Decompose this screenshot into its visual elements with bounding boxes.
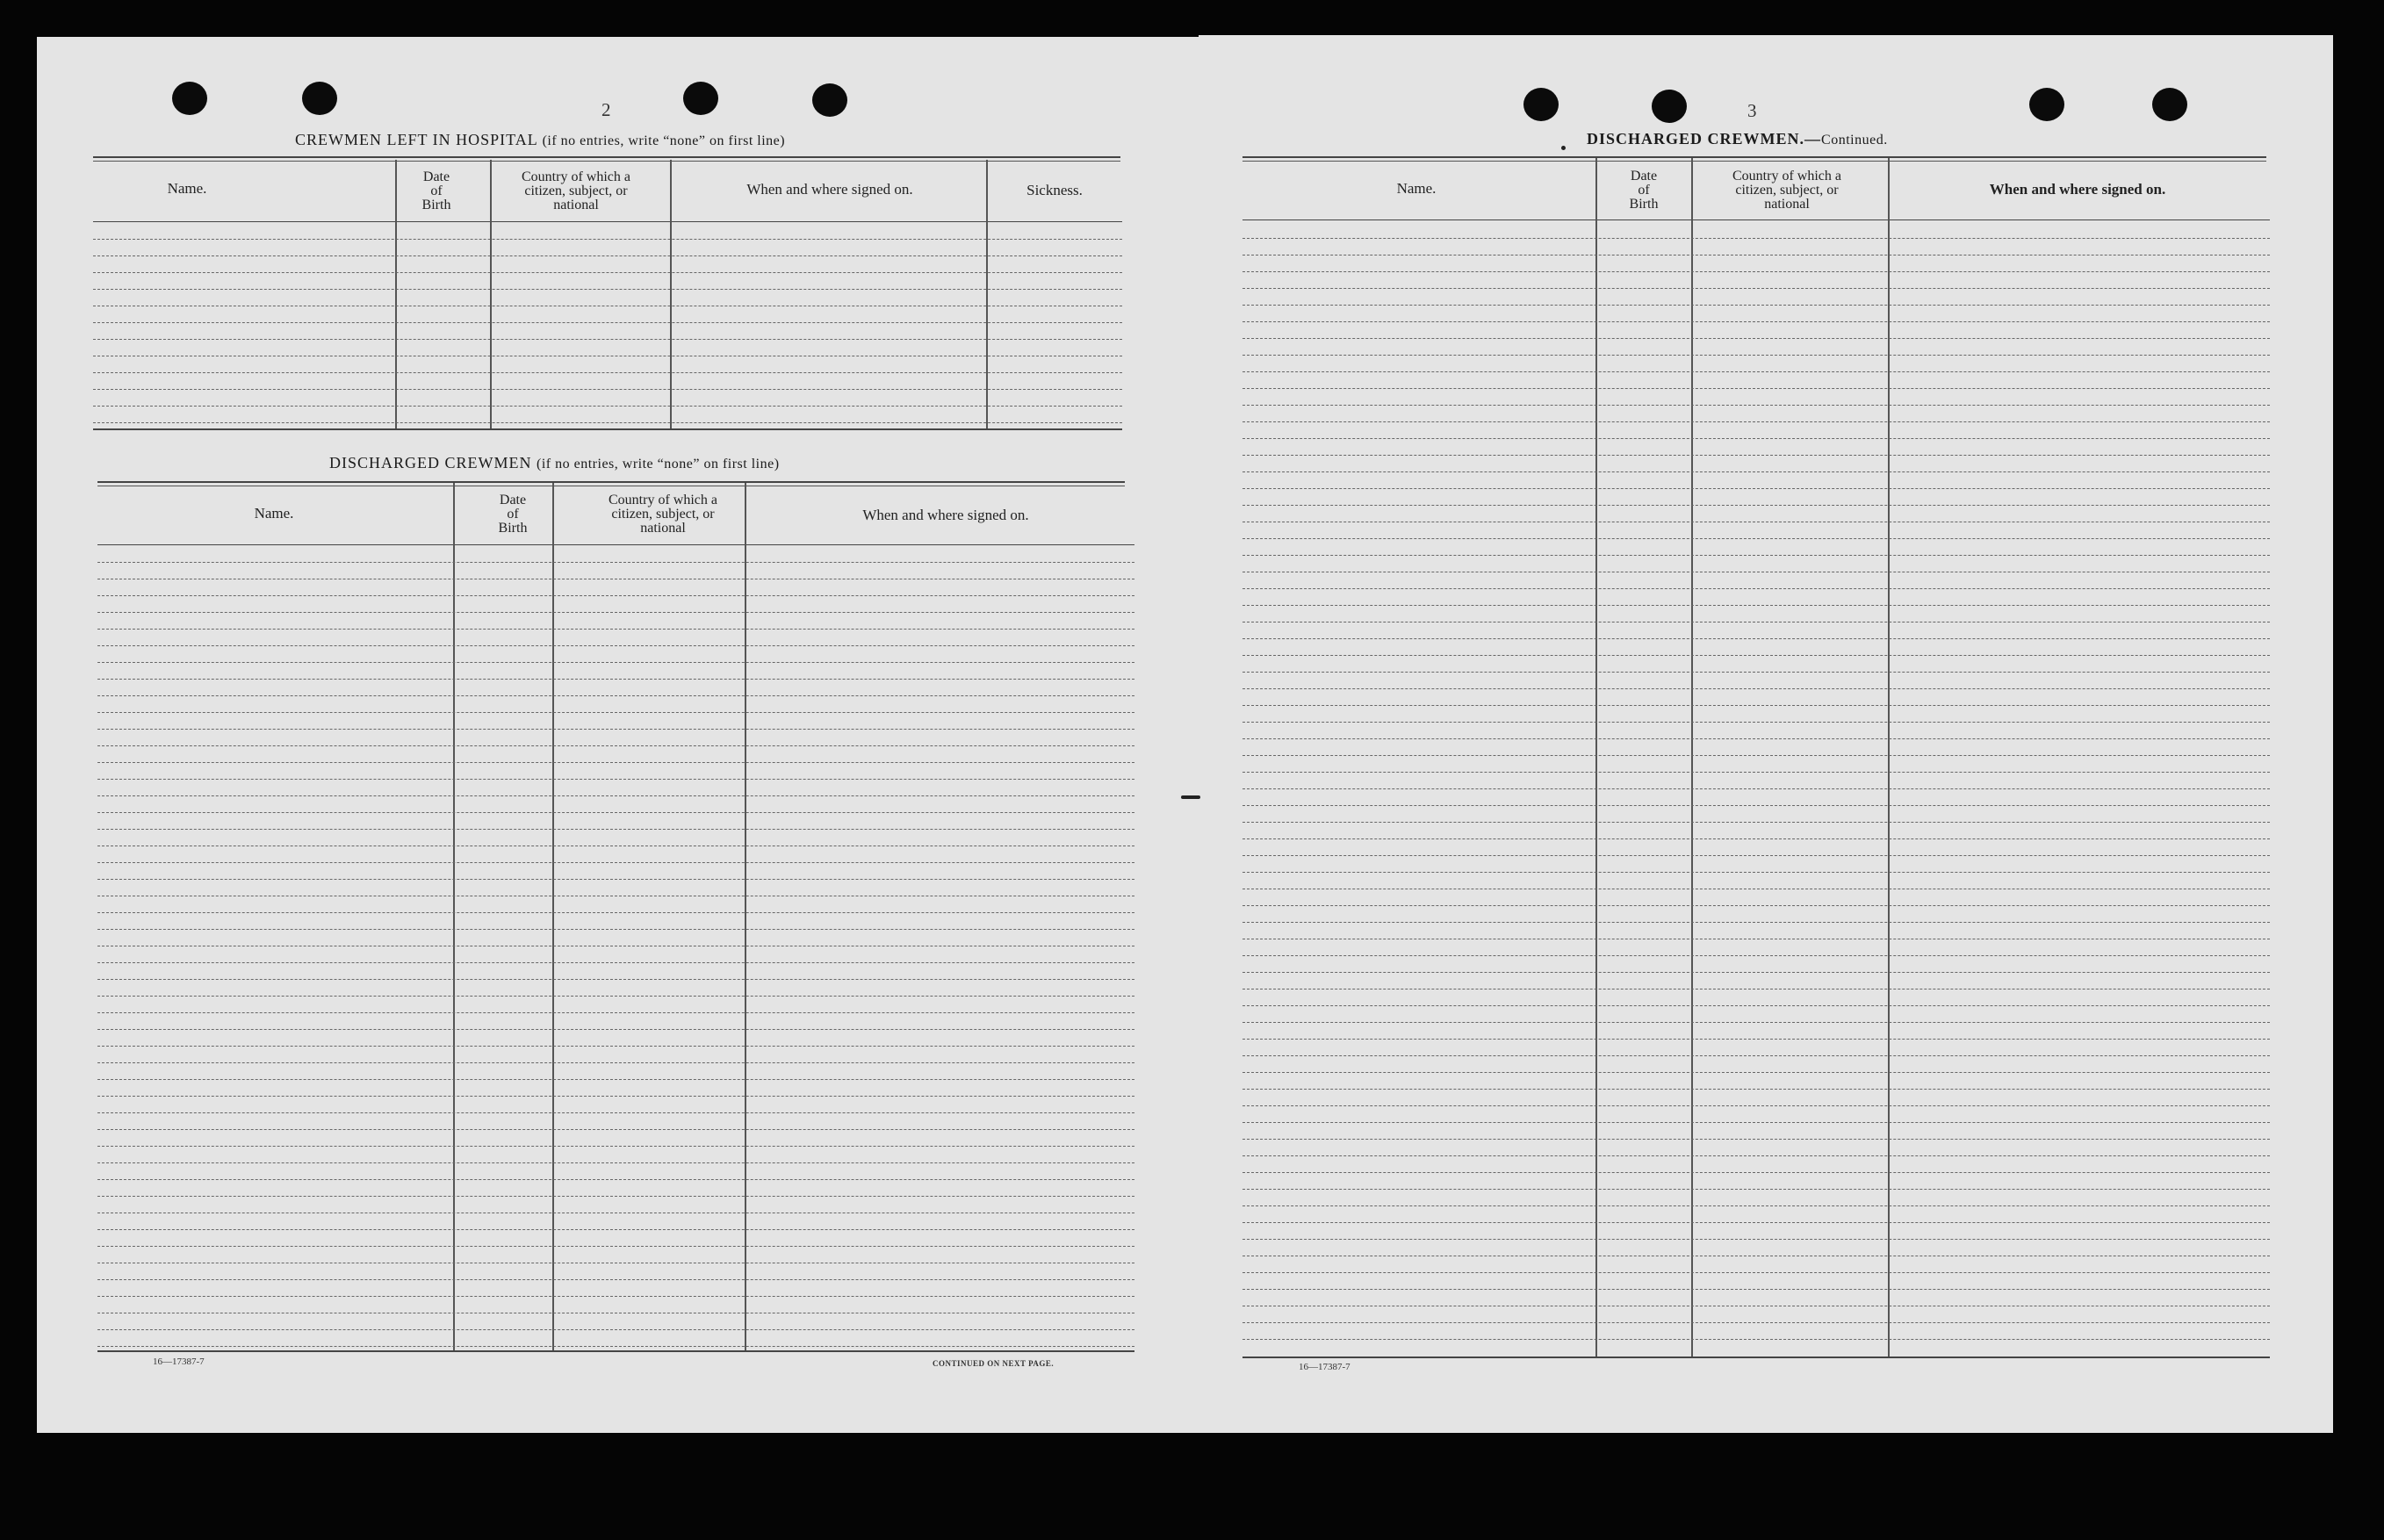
header-line: of [430,184,443,198]
entry-line [1242,605,2270,606]
entry-line [1242,288,2270,289]
entry-line [1242,405,2270,406]
left-page [37,37,1205,1433]
entry-line [93,406,1122,407]
entry-line [1242,1005,2270,1006]
entry-line [1242,438,2270,439]
header-rule [93,221,1122,222]
entry-line [1242,655,2270,656]
entry-line [97,745,1134,746]
entry-line [1242,672,2270,673]
entry-line [1242,1239,2270,1240]
header-rule [97,544,1134,545]
entry-line [1242,538,2270,539]
entry-line [97,979,1134,980]
entry-line [93,239,1122,240]
header-line: national [553,198,599,212]
entry-line [97,1129,1134,1130]
entry-line [97,862,1134,863]
entry-line [97,812,1134,813]
entry-line [93,372,1122,373]
entry-line [97,712,1134,713]
entry-line [1242,822,2270,823]
entry-line [1242,1289,2270,1290]
header-rule [1242,219,2270,220]
entry-line [1242,271,2270,272]
column-header-country [562,493,764,536]
entry-line [1242,1339,2270,1340]
entry-line [93,322,1122,323]
section-title-discharged [329,454,780,472]
header-line: citizen, subject, or [1735,183,1839,198]
form-number: 16—17387-7 [1299,1362,1350,1372]
column-header-name: Name. [1396,180,1437,197]
header-line: Country of which a [522,169,630,184]
entry-line [93,339,1122,340]
entry-line [1242,321,2270,322]
entry-line [1242,505,2270,506]
entry-line [97,1062,1134,1063]
entry-line [1242,1272,2270,1273]
entry-line [93,422,1122,423]
ink-dot [1561,146,1566,150]
punch-hole [812,83,847,117]
entry-line [97,612,1134,613]
entry-line [97,645,1134,646]
entry-line [1242,1105,2270,1106]
entry-line [97,1296,1134,1297]
punch-hole [2152,88,2187,121]
entry-line [97,795,1134,796]
entry-line [97,629,1134,630]
column-divider [453,483,455,1350]
entry-line [93,255,1122,256]
column-divider [552,483,554,1350]
discharged-subtitle: (if no entries, write “none” on first line) [537,457,780,471]
column-header-signed-on: When and where signed on. [862,507,1029,523]
entry-line [1242,1189,2270,1190]
entry-line [97,1346,1134,1347]
table-bottom-rule [1242,1356,2270,1358]
entry-line [1242,371,2270,372]
header-line: Birth [421,198,451,212]
entry-line [1242,555,2270,556]
entry-line [1242,838,2270,839]
entry-line [97,962,1134,963]
binding-clip [1181,795,1200,799]
entry-line [1242,972,2270,973]
header-line: citizen, subject, or [524,184,628,198]
double-rule [1242,156,2266,162]
punch-hole [172,82,207,115]
punch-hole [683,82,718,115]
column-header-date-of-birth [471,493,555,536]
header-line: Date [499,493,527,507]
entry-line [97,1029,1134,1030]
entry-line [97,929,1134,930]
entry-line [97,1246,1134,1247]
entry-line [97,1196,1134,1197]
entry-line [97,762,1134,763]
discharged-continued-title: DISCHARGED CREWMEN.— [1587,130,1822,148]
header-line: Date [422,169,450,184]
column-header-name: Name. [254,505,294,522]
entry-line [1242,1039,2270,1040]
entry-line [1242,455,2270,456]
entry-line [1242,688,2270,689]
column-header-signed-on: When and where signed on. [746,181,913,198]
hospital-subtitle: (if no entries, write “none” on first line) [542,133,786,148]
punch-hole [302,82,337,115]
column-header-name: Name. [167,180,207,197]
header-line: national [1764,197,1810,212]
entry-line [1242,488,2270,489]
header-line: of [507,507,519,522]
column-header-date-of-birth [1600,169,1688,212]
header-line: Country of which a [1732,169,1841,184]
entry-line [97,1146,1134,1147]
section-title-discharged-continued [1587,130,1888,148]
entry-line [97,1096,1134,1097]
column-header-country [1693,169,1881,212]
entry-line [97,879,1134,880]
page-number: 2 [601,99,611,120]
entry-line [1242,355,2270,356]
entry-line [1242,1089,2270,1090]
entry-line [97,912,1134,913]
column-header-date-of-birth [398,170,475,212]
entry-line [1242,421,2270,422]
entry-line [97,1112,1134,1113]
entry-line [93,272,1122,273]
punch-hole [1523,88,1559,121]
discharged-title: DISCHARGED CREWMEN [329,454,532,471]
entry-line [1242,905,2270,906]
column-header-sickness: Sickness. [1026,182,1083,198]
header-line: of [1638,183,1650,198]
entry-line [97,1229,1134,1230]
header-line: Country of which a [609,493,717,507]
double-rule [93,156,1120,162]
entry-line [1242,1122,2270,1123]
entry-line [97,679,1134,680]
entry-line [97,996,1134,997]
right-page [1199,35,2333,1433]
header-line: national [640,521,686,536]
entry-line [1242,872,2270,873]
entry-line [1242,1322,2270,1323]
entry-line [1242,705,2270,706]
entry-line [97,779,1134,780]
entry-line [1242,471,2270,472]
continued-note: CONTINUED ON NEXT PAGE. [933,1359,1055,1368]
header-line: Birth [1629,197,1659,212]
entry-line [97,1329,1134,1330]
hospital-title: CREWMEN LEFT IN HOSPITAL [295,131,538,148]
entry-line [1242,338,2270,339]
entry-line [1242,388,2270,389]
section-title-hospital [295,131,785,149]
entry-line [97,829,1134,830]
entry-line [1242,638,2270,639]
entry-line [97,662,1134,663]
entry-line [97,1162,1134,1163]
punch-hole [1652,90,1687,123]
form-number: 16—17387-7 [153,1356,205,1367]
entry-line [97,562,1134,563]
entry-line [1242,1155,2270,1156]
page-number: 3 [1747,100,1757,121]
entry-line [97,1179,1134,1180]
entry-line [93,389,1122,390]
entry-line [1242,1139,2270,1140]
column-header-signed-on: When and where signed on. [1989,181,2166,198]
entry-line [97,729,1134,730]
punch-hole [2029,88,2064,121]
entry-line [1242,1222,2270,1223]
entry-line [1242,855,2270,856]
entry-line [1242,1055,2270,1056]
entry-line [97,1046,1134,1047]
entry-line [1242,1072,2270,1073]
entry-line [1242,772,2270,773]
entry-line [97,695,1134,696]
double-rule [97,481,1125,486]
entry-line [1242,1172,2270,1173]
header-line: Birth [498,521,528,536]
entry-line [1242,788,2270,789]
header-line: citizen, subject, or [611,507,715,522]
entry-line [1242,1205,2270,1206]
entry-line [1242,305,2270,306]
continued-suffix: Continued. [1821,133,1888,148]
column-header-country [493,170,659,212]
entry-line [1242,955,2270,956]
entry-line [93,289,1122,290]
column-divider [745,483,746,1350]
entry-line [1242,238,2270,239]
entry-line [97,595,1134,596]
entry-line [1242,722,2270,723]
entry-line [1242,588,2270,589]
entry-line [1242,1022,2270,1023]
header-line: Date [1630,169,1658,184]
entry-line [97,1279,1134,1280]
entry-line [1242,738,2270,739]
table-bottom-rule [93,428,1122,430]
entry-line [97,1012,1134,1013]
entry-line [97,1079,1134,1080]
entry-line [1242,922,2270,923]
entry-line [1242,755,2270,756]
entry-line [1242,805,2270,806]
table-bottom-rule [97,1350,1134,1352]
